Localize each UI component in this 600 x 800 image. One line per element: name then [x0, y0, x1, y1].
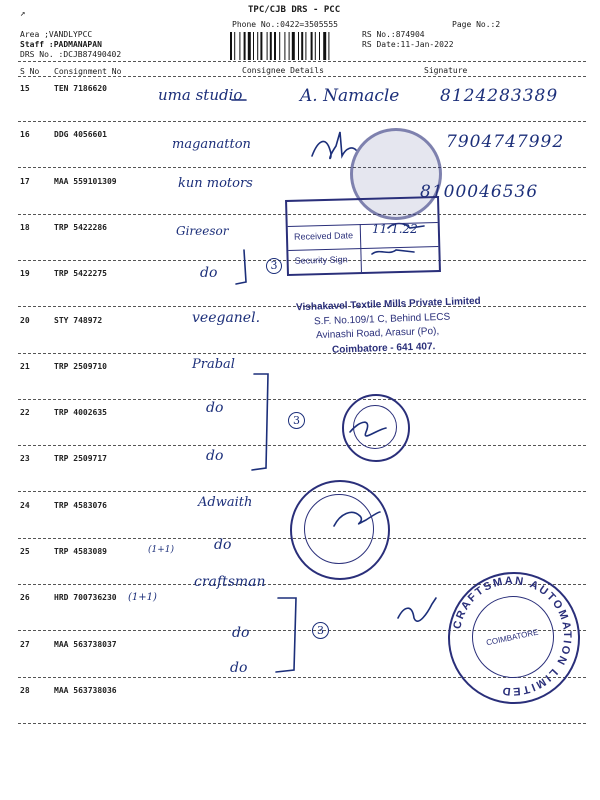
page-number: Page No.:2	[452, 20, 501, 29]
handwriting-r19-ditto: do	[200, 265, 218, 281]
row-consignment-no: MAA 563738036	[54, 685, 117, 695]
row-sno: 16	[20, 130, 30, 140]
row-consignment-no: TRP 5422286	[54, 222, 107, 232]
row-sno: 15	[20, 84, 30, 93]
row-consignment-no: TRP 2509710	[54, 361, 107, 371]
handwriting-r26-name: craftsman	[194, 574, 266, 590]
round-company-stamp	[342, 394, 410, 462]
row-consignment-no: STY 748972	[54, 315, 103, 325]
bracket-stroke	[276, 598, 296, 672]
row-consignment-no: HRD 700736230	[54, 593, 117, 603]
row-sno: 17	[20, 176, 30, 186]
row-consignment-no: TRP 4583089	[54, 547, 107, 556]
staff-label: Staff :PADMANAPAN	[20, 40, 102, 49]
handwriting-r26-note: (1+1)	[128, 592, 157, 603]
handwriting-r15-phone: 8124283389	[440, 86, 559, 106]
handwriting-r20-name: veeganel.	[192, 310, 261, 326]
corner-mark: ↗	[20, 9, 26, 19]
handwriting-r15-name: uma studio	[158, 86, 243, 104]
row-sno: 19	[20, 269, 30, 279]
row-sno: 28	[20, 685, 30, 695]
handwriting-r16-phone: 7904747992	[446, 132, 565, 152]
handwriting-r27-ditto: do	[232, 625, 250, 641]
row-consignment-no: TRP 2509717	[54, 454, 107, 464]
row-consignment-no: TRP 4583076	[54, 500, 107, 510]
handwriting-r16-name: maganatton	[172, 137, 251, 152]
row-sno: 23	[20, 454, 30, 464]
handwriting-r23-ditto: do	[206, 448, 224, 464]
rs-number: RS No.:874904	[362, 30, 425, 39]
row-consignment-no: TRP 4002635	[54, 408, 107, 418]
row-sno: 18	[20, 222, 30, 232]
row-sno: 26	[20, 593, 30, 603]
mill-stamp-line3: Avinashi Road, Arasur (Po),	[315, 325, 440, 342]
security-sign-label: Security Sign	[294, 254, 348, 266]
handwriting-r24-name: Adwaith	[198, 495, 253, 510]
row-consignment-no: MAA 559101309	[54, 176, 117, 186]
bracket-stroke	[236, 250, 246, 284]
round-company-stamp	[290, 480, 390, 580]
received-date-label: Received Date	[293, 230, 354, 242]
circled-number-mark: 3	[266, 258, 282, 274]
row-consignment-no: DDG 4056601	[54, 130, 107, 140]
circled-number-mark: 3	[312, 622, 329, 639]
col-header-sno: S No	[20, 67, 40, 76]
handwriting-r25-note: (1+1)	[148, 545, 175, 555]
document-title: TPC/CJB DRS - PCC	[248, 5, 341, 15]
handwriting-r15-signature: A. Namacle	[300, 86, 400, 106]
col-header-signature: Signature	[424, 66, 468, 75]
rs-date: RS Date:11-Jan-2022	[362, 40, 454, 49]
craftsman-ring-text: CRAFTSMAN AUTOMATION LIMITED	[451, 574, 574, 698]
mill-stamp-line4: Coimbatore - 641 407.	[331, 341, 436, 356]
row-sno: 21	[20, 361, 30, 371]
handwriting-r25-ditto: do	[214, 537, 232, 553]
round-seal-stamp	[350, 128, 442, 220]
handwriting-r17-name: kun motors	[178, 176, 253, 191]
handwriting-r22-ditto: do	[206, 400, 224, 416]
craftsman-center-text: COIMBATORE	[485, 627, 540, 648]
row-consignment-no: TRP 5422275	[54, 269, 107, 279]
row-sno: 20	[20, 315, 30, 325]
mill-stamp-name: Vishakavel Textile Mills Private Limited	[295, 295, 481, 314]
handwriting-r21-name: Prabal	[192, 357, 235, 372]
row-consignment-no: TEN 7186620	[54, 84, 107, 93]
row-sno: 27	[20, 639, 30, 649]
craftsman-seal-text	[448, 572, 576, 700]
handwriting-r18-date: 11.1.22	[372, 222, 418, 236]
signature-scribble	[398, 598, 436, 621]
row-sno: 25	[20, 547, 30, 556]
signature-scribble	[312, 132, 356, 159]
handwriting-r28-ditto: do	[230, 660, 248, 676]
phone-number: Phone No.:0422=3505555	[232, 20, 338, 29]
row-sno: 22	[20, 408, 30, 418]
row-consignment-no: MAA 563738037	[54, 639, 117, 649]
col-header-consignee: Consignee Details	[242, 66, 324, 75]
mill-stamp-line2: S.F. No.109/1 C, Behind LECS	[313, 311, 451, 328]
area-label: Area ;VANDLYPCC	[20, 30, 93, 39]
handwriting-r18-name: Gireesor	[176, 224, 229, 238]
circled-number-mark: 3	[288, 412, 305, 429]
drs-number: DRS No. :DCJB87490402	[20, 50, 122, 59]
row-sno: 24	[20, 500, 30, 510]
handwriting-r17-phone: 8100046536	[420, 182, 539, 202]
bracket-stroke	[252, 374, 268, 470]
col-header-consignment: Consignment No	[54, 67, 122, 76]
